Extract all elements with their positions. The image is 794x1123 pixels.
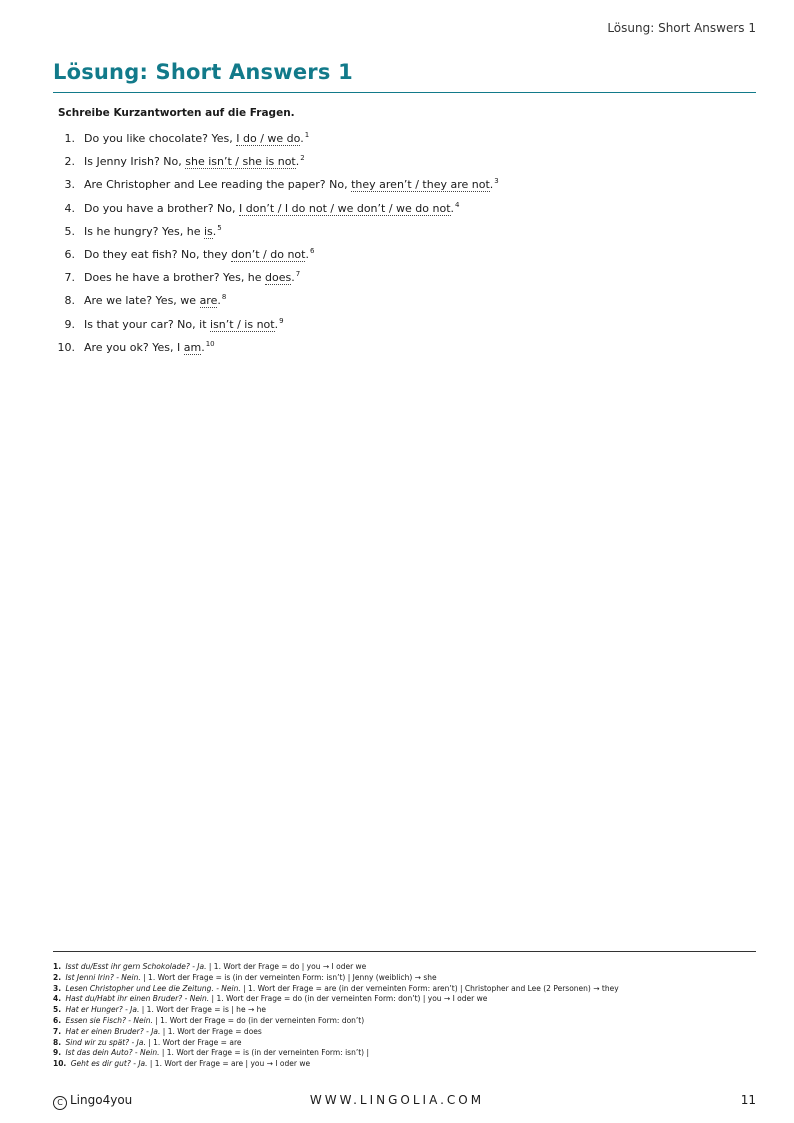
answer-text: I do / we do bbox=[236, 132, 301, 145]
question-text: Is that your car? No, it bbox=[84, 317, 211, 331]
footnote-item bbox=[53, 962, 756, 973]
question-number: 3. bbox=[64, 178, 75, 192]
running-header: Lösung: Short Answers 1 bbox=[607, 21, 756, 35]
answer-punctuation: . bbox=[217, 294, 221, 308]
answer-text: is bbox=[203, 224, 213, 238]
footnote-list bbox=[53, 962, 756, 1070]
answer-punctuation: . bbox=[212, 224, 217, 238]
footnote-translation: Geht es dir gut? - Ja. bbox=[70, 1059, 148, 1069]
question-text: Are you ok? Yes, I bbox=[84, 340, 184, 354]
question-list bbox=[53, 127, 753, 359]
question-text: Are Christopher and Lee reading the paper? No, bbox=[84, 178, 352, 192]
footnote-ref[interactable]: 3 bbox=[494, 177, 499, 186]
footnote-item bbox=[53, 984, 756, 995]
footnote-item bbox=[53, 1038, 756, 1049]
footnote-translation: Ist Jenni Irin? - Nein. bbox=[65, 972, 141, 982]
footnote-note: | 1. Wort der Frage = do (in der verneinten Form: don’t) | you → I oder we bbox=[209, 994, 488, 1004]
footnote-ref[interactable]: 2 bbox=[300, 154, 305, 163]
answer-text: isn’t / is not bbox=[210, 317, 275, 331]
footnote-number: 4. bbox=[53, 994, 62, 1004]
footnote-number: 6. bbox=[53, 1015, 62, 1025]
question-number: 9. bbox=[64, 317, 75, 331]
footnote-translation: Lesen Christopher und Lee die Zeitung. - Nein. bbox=[65, 983, 241, 993]
footer-website-link[interactable]: WWW.LINGOLIA.COM bbox=[309, 1093, 485, 1107]
answer-punctuation: . bbox=[291, 271, 295, 285]
footnote-note: | 1. Wort der Frage = are bbox=[145, 1037, 242, 1047]
question-number: 2. bbox=[64, 155, 75, 169]
question-number: 5. bbox=[64, 224, 75, 238]
footnote-number: 2. bbox=[53, 972, 62, 982]
question-text: Are we late? Yes, we bbox=[84, 294, 200, 308]
answer-punctuation: . bbox=[300, 132, 304, 145]
footnote-ref[interactable]: 6 bbox=[309, 246, 315, 255]
footnote-item bbox=[53, 1059, 756, 1070]
question-text: Do they eat fish? No, they bbox=[84, 247, 232, 261]
exercise-instruction: Schreibe Kurzantworten auf die Fragen. bbox=[58, 107, 295, 119]
answer-punctuation: . bbox=[274, 317, 279, 331]
question-item bbox=[53, 127, 753, 150]
question-text: Is he hungry? Yes, he bbox=[84, 224, 204, 238]
question-number: 8. bbox=[64, 294, 75, 308]
answer-text: she isn’t / she is not bbox=[185, 155, 296, 169]
answer-punctuation: . bbox=[305, 247, 309, 261]
footnote-number: 3. bbox=[53, 983, 62, 993]
footnote-item bbox=[53, 1016, 756, 1027]
question-number: 10. bbox=[57, 340, 75, 354]
question-item bbox=[53, 313, 753, 336]
answer-punctuation: . bbox=[201, 340, 205, 354]
answer-text: am bbox=[183, 340, 202, 354]
copyright-icon: C bbox=[53, 1096, 67, 1110]
question-text: Does he have a brother? Yes, he bbox=[84, 271, 266, 285]
footnote-ref[interactable]: 10 bbox=[205, 339, 215, 348]
footnote-ref[interactable]: 7 bbox=[295, 270, 301, 279]
footnote-note: | 1. Wort der Frage = is | he → he bbox=[139, 1005, 266, 1015]
question-item bbox=[53, 220, 753, 243]
footnote-translation: Hat er einen Bruder? - Ja. bbox=[65, 1026, 161, 1036]
question-text: Do you like chocolate? Yes, bbox=[84, 132, 237, 145]
question-item bbox=[53, 266, 753, 289]
question-item bbox=[53, 243, 753, 266]
footnote-item bbox=[53, 973, 756, 984]
footnote-ref[interactable]: 9 bbox=[279, 316, 284, 325]
question-item bbox=[53, 197, 753, 220]
footnote-number: 9. bbox=[53, 1048, 62, 1058]
footnote-ref[interactable]: 5 bbox=[217, 223, 222, 232]
question-text: Is Jenny Irish? No, bbox=[84, 155, 186, 169]
page-number: 11 bbox=[740, 1093, 756, 1107]
question-number: 6. bbox=[64, 247, 75, 261]
footnote-number: 8. bbox=[53, 1037, 62, 1047]
footnote-item bbox=[53, 994, 756, 1005]
footnote-note: | 1. Wort der Frage = are (in der verneinten Form: aren’t) | Christopher and Lee (2 Personen) → they bbox=[240, 983, 619, 993]
title-divider bbox=[53, 92, 756, 93]
footnote-number: 1. bbox=[53, 962, 62, 971]
footnote-translation: Essen sie Fisch? - Nein. bbox=[65, 1015, 153, 1025]
footnote-number: 5. bbox=[53, 1005, 62, 1015]
question-number: 1. bbox=[64, 132, 75, 145]
footnote-note: | 1. Wort der Frage = is (in der verneinten Form: isn’t) | Jenny (weiblich) → she bbox=[140, 972, 437, 982]
footnote-translation: Hat er Hunger? - Ja. bbox=[65, 1005, 140, 1015]
question-item bbox=[53, 173, 753, 196]
question-item bbox=[53, 289, 753, 312]
answer-text: they aren’t / they are not bbox=[351, 178, 490, 192]
footnote-note: | 1. Wort der Frage = do | you → I oder we bbox=[206, 962, 367, 971]
footnote-translation: Ist das dein Auto? - Nein. bbox=[65, 1048, 160, 1058]
footnote-translation: Isst du/Esst ihr gern Schokolade? - Ja. bbox=[65, 962, 207, 971]
footnote-note: | 1. Wort der Frage = do (in der verneinten Form: don’t) bbox=[152, 1015, 365, 1025]
footnote-note: | 1. Wort der Frage = does bbox=[160, 1026, 262, 1036]
question-item bbox=[53, 150, 753, 173]
answer-punctuation: . bbox=[295, 155, 300, 169]
answer-text: I don’t / I do not / we don’t / we do not bbox=[238, 201, 451, 215]
footnote-note: | 1. Wort der Frage = is (in der verneinten Form: isn’t) | bbox=[159, 1048, 369, 1058]
footnote-ref[interactable]: 8 bbox=[221, 293, 227, 302]
question-number: 4. bbox=[64, 201, 75, 215]
footnote-note: | 1. Wort der Frage = are | you → I oder we bbox=[147, 1059, 311, 1069]
answer-text: does bbox=[265, 271, 292, 285]
question-text: Do you have a brother? No, bbox=[84, 201, 239, 215]
answer-text: don’t / do not bbox=[231, 247, 306, 261]
footnote-number: 10. bbox=[53, 1059, 67, 1069]
footnote-number: 7. bbox=[53, 1026, 62, 1036]
answer-text: are bbox=[199, 294, 218, 308]
footnote-ref[interactable]: 4 bbox=[455, 200, 460, 209]
footnote-translation: Hast du/Habt ihr einen Bruder? - Nein. bbox=[65, 994, 210, 1004]
footnote-ref[interactable]: 1 bbox=[304, 131, 310, 139]
footnote-translation: Sind wir zu spät? - Ja. bbox=[65, 1037, 146, 1047]
question-number: 7. bbox=[64, 271, 75, 285]
answer-punctuation: . bbox=[450, 201, 455, 215]
footnote-divider bbox=[53, 951, 756, 952]
footnote-item bbox=[53, 1027, 756, 1038]
answer-punctuation: . bbox=[489, 178, 494, 192]
footnote-item bbox=[53, 1005, 756, 1016]
footnote-item bbox=[53, 1048, 756, 1059]
page-title: Lösung: Short Answers 1 bbox=[53, 60, 353, 84]
copyright-holder: Lingo4you bbox=[70, 1093, 133, 1107]
question-item bbox=[53, 336, 753, 359]
